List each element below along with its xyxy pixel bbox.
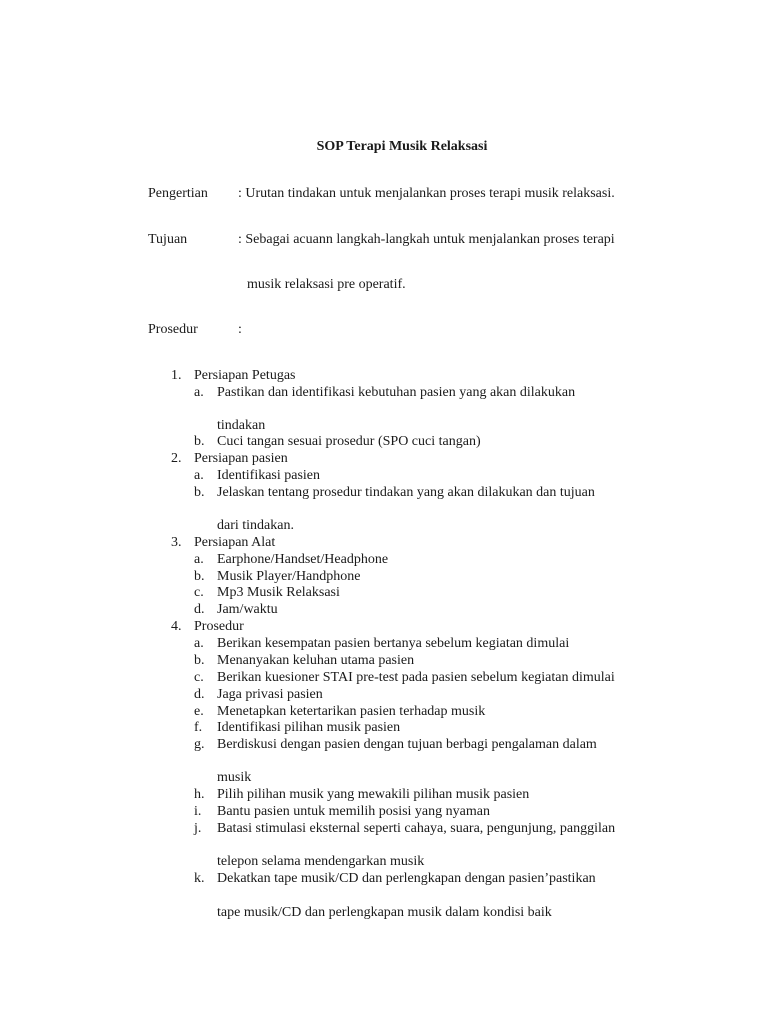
item-letter: e. bbox=[194, 704, 204, 719]
item-text: Berikan kesempatan pasien bertanya sebelum kegiatan dimulai bbox=[217, 636, 570, 651]
item-text: Berdiskusi dengan pasien dengan tujuan berbagi pengalaman dalam bbox=[217, 737, 597, 752]
pengertian-label: Pengertian bbox=[148, 186, 208, 201]
item-text: Earphone/Handset/Headphone bbox=[217, 552, 389, 567]
section-number: 4. bbox=[171, 619, 182, 634]
document-title: SOP Terapi Musik Relaksasi bbox=[316, 139, 488, 154]
item-letter: k. bbox=[194, 871, 205, 886]
item-letter: b. bbox=[194, 569, 205, 584]
item-text: Pilih pilihan musik yang mewakili pilihan musik pasien bbox=[217, 787, 530, 802]
item-text-continued: dari tindakan. bbox=[217, 518, 294, 533]
prosedur-label: Prosedur bbox=[148, 322, 198, 337]
item-letter: c. bbox=[194, 585, 204, 600]
pengertian-value: : Urutan tindakan untuk menjalankan proses terapi musik relaksasi. bbox=[238, 186, 615, 201]
item-text: Jelaskan tentang prosedur tindakan yang akan dilakukan dan tujuan bbox=[217, 485, 595, 500]
item-text-continued: tape musik/CD dan perlengkapan musik dalam kondisi baik bbox=[217, 905, 552, 920]
item-letter: d. bbox=[194, 687, 205, 702]
item-text: Identifikasi pilihan musik pasien bbox=[217, 720, 401, 735]
item-letter: b. bbox=[194, 653, 205, 668]
item-letter: d. bbox=[194, 602, 205, 617]
item-text: Mp3 Musik Relaksasi bbox=[217, 585, 340, 600]
tujuan-value-line2: musik relaksasi pre operatif. bbox=[247, 277, 406, 292]
item-letter: a. bbox=[194, 385, 204, 400]
item-letter: c. bbox=[194, 670, 204, 685]
item-letter: i. bbox=[194, 804, 202, 819]
item-text: Musik Player/Handphone bbox=[217, 569, 361, 584]
item-text: Menanyakan keluhan utama pasien bbox=[217, 653, 415, 668]
section-title: Prosedur bbox=[194, 619, 244, 634]
section-title: Persiapan pasien bbox=[194, 451, 288, 466]
item-letter: g. bbox=[194, 737, 205, 752]
tujuan-value-line1: : Sebagai acuann langkah-langkah untuk menjalankan proses terapi bbox=[238, 232, 615, 247]
item-text: Bantu pasien untuk memilih posisi yang nyaman bbox=[217, 804, 490, 819]
item-text: Batasi stimulasi eksternal seperti cahaya, suara, pengunjung, panggilan bbox=[217, 821, 616, 836]
section-number: 2. bbox=[171, 451, 182, 466]
item-text: Dekatkan tape musik/CD dan perlengkapan dengan pasien’pastikan bbox=[217, 871, 596, 886]
prosedur-colon: : bbox=[238, 322, 242, 337]
item-text-continued: musik bbox=[217, 770, 252, 785]
item-letter: f. bbox=[194, 720, 203, 735]
item-text: Jaga privasi pasien bbox=[217, 687, 323, 702]
item-letter: b. bbox=[194, 485, 205, 500]
item-text-continued: tindakan bbox=[217, 418, 266, 433]
tujuan-label: Tujuan bbox=[148, 232, 188, 247]
item-letter: j. bbox=[194, 821, 202, 836]
section-number: 1. bbox=[171, 368, 182, 383]
item-letter: a. bbox=[194, 468, 204, 483]
item-letter: a. bbox=[194, 552, 204, 567]
item-letter: h. bbox=[194, 787, 205, 802]
section-title: Persiapan Alat bbox=[194, 535, 276, 550]
item-text-continued: telepon selama mendengarkan musik bbox=[217, 854, 425, 869]
item-letter: a. bbox=[194, 636, 204, 651]
item-text: Cuci tangan sesuai prosedur (SPO cuci tangan) bbox=[217, 434, 481, 449]
item-text: Jam/waktu bbox=[217, 602, 278, 617]
section-title: Persiapan Petugas bbox=[194, 368, 296, 383]
item-text: Pastikan dan identifikasi kebutuhan pasien yang akan dilakukan bbox=[217, 385, 576, 400]
item-text: Berikan kuesioner STAI pre-test pada pasien sebelum kegiatan dimulai bbox=[217, 670, 615, 685]
item-text: Menetapkan ketertarikan pasien terhadap musik bbox=[217, 704, 486, 719]
item-text: Identifikasi pasien bbox=[217, 468, 321, 483]
item-letter: b. bbox=[194, 434, 205, 449]
section-number: 3. bbox=[171, 535, 182, 550]
